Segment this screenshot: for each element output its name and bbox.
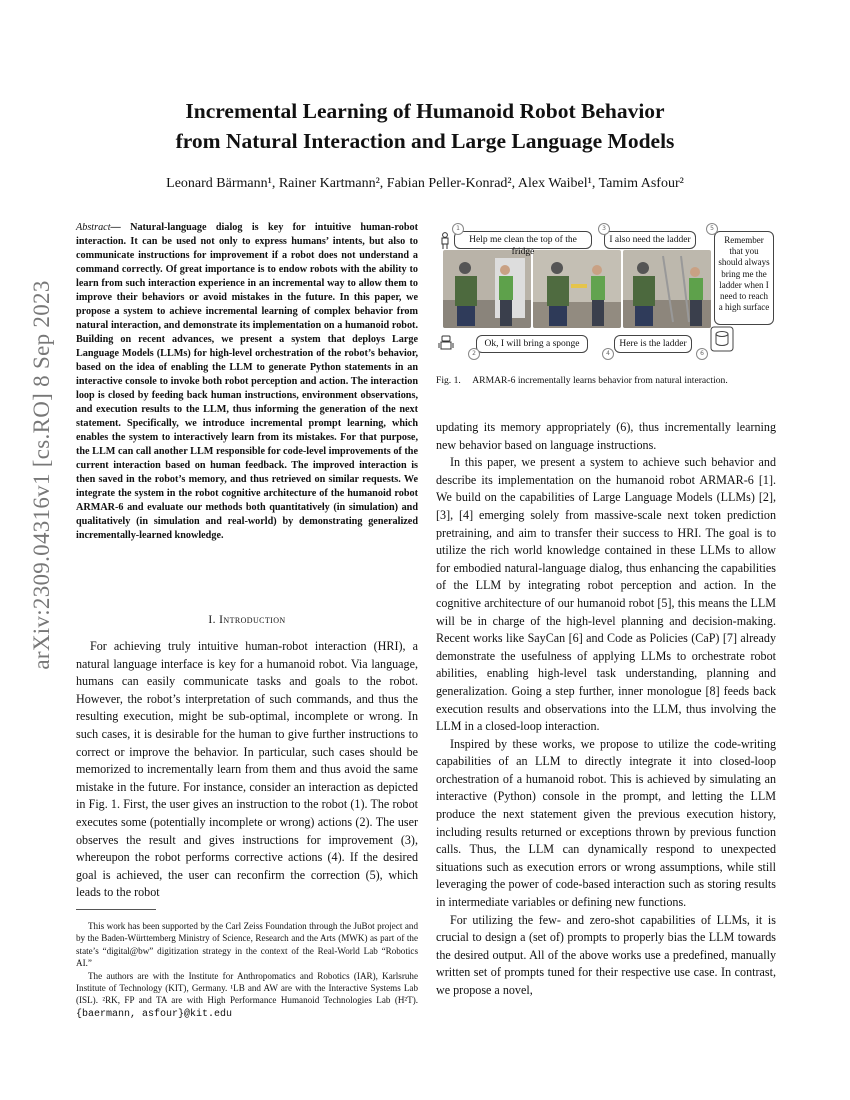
right-paragraph-1: In this paper, we present a system to achieve such behavior and describe its implementation on the humanoid robot ARMAR-6 [1]. We build on the capabilities of Large Language Models (LLMs) [2], [3], [4] emerging solely from massive-scale next token prediction pretraining, and aim to transfer their success to HRI. The goal is to utilize the rich world knowledge contained in these LLMs to allow for embodied natural-language dialog, thus enhancing the capabilities of the LLM by integrating robot perception and action. In the cognitive architecture of our humanoid robot [5], this means the LLM will be in charge of the high-level planning and decision-making. Recent works like SayCan [6] and Code as Policies (CaP) [7] already demonstrate the usefulness of applying LLMs to orchestrate robot abilities, enabling high-level task understanding, planning and generalization. Going a step further, inner monologue [8] feeds back execution results and observations into the LLM, thus involving the LLM in a closed-loop interaction. — [436, 455, 776, 734]
figure-1-caption: Fig. 1. ARMAR-6 incrementally learns behavior from natural interaction. — [436, 375, 728, 386]
intro-paragraph-1: For achieving truly intuitive human-robot interaction (HRI), a natural language interface is key for a humanoid robot. Via language, humans can easily communicate tasks and goals to the robot. However, the robot’s interpretation of such commands, and thus the resulting execution, might be sub-optimal, incomplete or wrong. In such cases, it is desirable for the human to give further instructions to correct or improve the behavior. In particular, such cases should be memorized to incrementally learn from them and thus avoid the same mistake in the future. For instance, consider an interaction as depicted in Fig. 1. First, the user gives an instruction to the robot (1). The robot executes some (potentially incomplete or wrong) actions (2). The user observes the result and gives instructions for improvement (3), whereupon the robot performs corrective actions (4). If the desired goal is achieved, the user can reconfirm the correction (5), which leads to the robot — [76, 639, 418, 900]
memory-database-icon — [710, 326, 734, 352]
step-marker-4: 4 — [602, 348, 614, 360]
robot-icon — [438, 335, 454, 353]
intro-column — [76, 638, 418, 902]
right-column — [436, 419, 776, 1000]
author-list: Leonard Bärmann¹, Rainer Kartmann², Fabian Peller-Konrad², Alex Waibel¹, Tamim Asfour² — [166, 176, 684, 191]
right-paragraph-3: For utilizing the few- and zero-shot capabilities of LLMs, it is crucial to design a (set of) prompts to properly bias the LLM towards the desired output. All of the above works use a predefined, manually written set of prompts tuned for their respective use case. In contrast, we propose a novel, — [436, 912, 776, 997]
bubble-robot-response-2: Here is the ladder — [614, 335, 692, 353]
photo-scene-2 — [533, 250, 621, 328]
step-marker-6: 6 — [696, 348, 708, 360]
step-marker-2: 2 — [468, 348, 480, 360]
photo-scene-1 — [443, 250, 531, 328]
abstract-label: Abstract — [76, 222, 111, 233]
photo-scene-3 — [623, 250, 711, 328]
abstract-text: — Natural-language dialog is key for intuitive human-robot interaction. It can be used not only to express humans’ intents, but also to communicate instructions for improvement if a robot does not understand a command correctly. Of great importance is to endow robots with the ability to learn from such interaction experience in an incremental way to allow them to improve their behaviors or avoid mistakes in the future. In this paper, we propose a system to achieve incremental learning of complex behavior from natural interaction, and demonstrate its implementation on a humanoid robot. Building on recent advances, we present a system that deploys Large Language Models (LLMs) for high-level orchestration of the robot’s behavior, based on the idea of enabling the LLM to generate Python statements in an interactive console to invoke both robot perception and action. The interaction loop is closed by feeding back human instructions, environment observations, and execution results to the LLM, thus informing the generation of the next statement. Specifically, we introduce incremental prompt learning, which enables the system to interactively learn from its mistakes. For that purpose, the LLM can call another LLM responsible for code-level improvements of the current interaction based on human feedback. The improved interaction is then saved in the robot’s memory, and thus retrieved on similar requests. We integrate the system in the robot cognitive architecture of the humanoid robot ARMAR-6 and evaluate our methods both quantitatively (in simulation) and qualitatively (in simulation and real-world) by demonstrating generalized incrementally-learned knowledge. — [76, 222, 418, 541]
bubble-user-instruction: Help me clean the top of the fridge — [454, 231, 592, 249]
abstract — [76, 221, 418, 543]
footnote-affiliations-text: The authors are with the Institute for Anthropomatics and Robotics (IAR), Karlsruhe Institute of Technology (KIT), Germany. ¹LB and AW are with the Interactive Systems Lab (ISL). ²RK, FP and TA are with High Performance Humanoid Technologies Lab (H²T). — [76, 970, 418, 1006]
footnote-affiliations — [76, 970, 418, 1022]
title-line-2: from Natural Interaction and Large Language Models — [175, 129, 675, 153]
bubble-user-confirmation: Remember that you should always bring me the ladder when I need to reach a high surface — [714, 231, 774, 325]
title-line-1: Incremental Learning of Humanoid Robot Behavior — [185, 99, 665, 123]
step-marker-5: 5 — [706, 223, 718, 235]
arxiv-identifier — [22, 280, 62, 670]
paper-title — [100, 96, 750, 156]
footnote-rule — [76, 909, 156, 910]
arxiv-identifier-text: arXiv:2309.04316v1 [cs.RO] 8 Sep 2023 — [29, 280, 54, 670]
right-paragraph-2: Inspired by these works, we propose to utilize the code-writing capabilities of an LLM to directly integrate it into closed-loop orchestration of a humanoid robot. This is achieved by simulating an interactive (Python) console in the prompt, and letting the LLM produce the next statement given the previous execution history, including results returned or exceptions thrown by previous function calls. Thus, the LLM can dynamically respond to unexpected situations such as execution errors or wrong assumptions, while still leveraging the power of code-based interaction such as storing results in intermediate variables or defining new functions. — [436, 736, 776, 910]
bubble-user-correction: I also need the ladder — [604, 231, 696, 249]
human-icon — [438, 232, 452, 250]
footnote-email: {baermann, asfour}@kit.edu — [76, 1008, 233, 1020]
figure-1 — [436, 222, 776, 362]
footnotes — [76, 920, 418, 1021]
footnote-funding: This work has been supported by the Carl Zeiss Foundation through the JuBot project and by the Baden-Württemberg Ministry of Science, Research and the Arts (MWK) as part of the state’s “digital@bw” digitization strategy in the context of the Real-World Lab “Robotics AI.” — [76, 921, 418, 969]
bubble-robot-response-1: Ok, I will bring a sponge — [476, 335, 588, 353]
section-heading-introduction: I. Introduction — [208, 614, 286, 626]
right-paragraph-continuation: updating its memory appropriately (6), thus incrementally learning new behavior based on language instructions. — [436, 420, 776, 452]
step-marker-3: 3 — [598, 223, 610, 235]
step-marker-1: 1 — [452, 223, 464, 235]
